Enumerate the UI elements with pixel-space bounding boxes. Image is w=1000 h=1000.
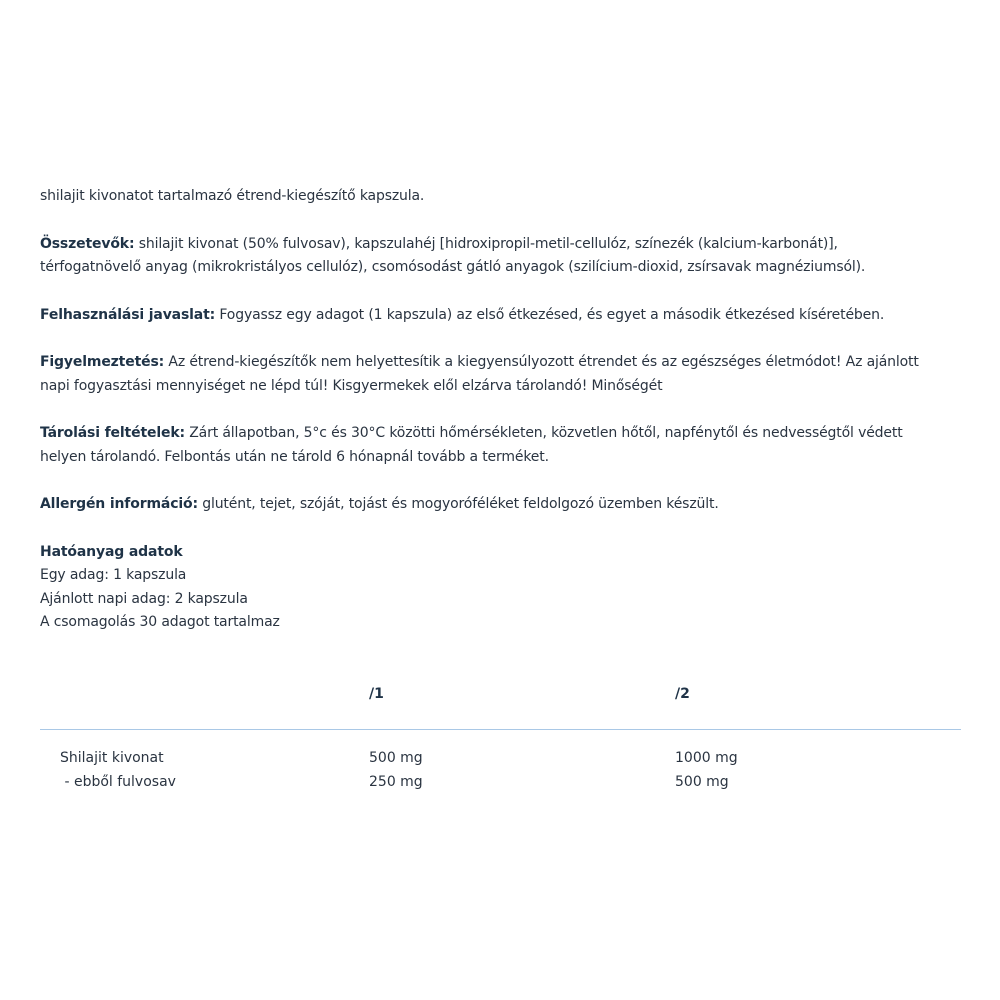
storage-line-1: Zárt állapotban, 5°c és 30°C közötti hőmérsékleten, közvetlen hőtől, napfénytől és nedvességtől védett xyxy=(184,425,903,441)
table-header-serving-1: /1 xyxy=(369,686,384,702)
table-cell-serving-1: 500 mg xyxy=(369,750,423,766)
active-daily: Ajánlott napi adag: 2 kapszula xyxy=(40,590,248,607)
allergen-text: glutént, tejet, szóját, tojást és mogyoróféléket feldolgozó üzemben készült. xyxy=(197,496,719,512)
table-body xyxy=(40,730,961,797)
table-cell-serving-2: 1000 mg xyxy=(675,750,738,766)
intro-line: shilajit kivonatot tartalmazó étrend-kiegészítő kapszula. xyxy=(40,188,425,204)
allergen-section xyxy=(40,493,970,517)
table-cell-name: Shilajit kivonat xyxy=(60,750,164,766)
table-cell-serving-2: 500 mg xyxy=(675,773,729,790)
storage-line-2: helyen tárolandó. Felbontás után ne tárold 6 hónapnál tovább a terméket. xyxy=(40,448,549,465)
usage-label: Felhasználási javaslat: xyxy=(40,306,216,323)
warning-label: Figyelmeztetés: xyxy=(40,354,165,370)
active-serving: Egy adag: 1 kapszula xyxy=(40,567,187,583)
ingredients-section xyxy=(40,233,970,280)
table-cell-name: - ebből fulvosav xyxy=(60,773,176,790)
product-description xyxy=(40,185,970,659)
allergen-label: Allergén információ: xyxy=(40,496,198,512)
storage-label: Tárolási feltételek: xyxy=(40,425,185,441)
warning-line-2: napi fogyasztási mennyiséget ne lépd túl! Kisgyermekek elől elzárva tárolandó! Minőségét xyxy=(40,377,663,394)
table-header xyxy=(40,680,961,730)
table-row xyxy=(40,774,961,798)
table-header-serving-2: /2 xyxy=(675,686,690,702)
table-row xyxy=(40,750,961,774)
active-ingredients-section xyxy=(40,541,970,635)
storage-section xyxy=(40,422,970,469)
warning-line-1: Az étrend-kiegészítők nem helyettesítik a kiegyensúlyozott étrendet és az egészséges életmódot! Az ajánlott xyxy=(164,354,919,370)
active-heading: Hatóanyag adatok xyxy=(40,543,183,560)
usage-text: Fogyassz egy adagot (1 kapszula) az első étkezésed, és egyet a második étkezésed kíséretében. xyxy=(215,306,885,323)
ingredients-label: Összetevők: xyxy=(40,235,135,252)
ingredients-line-1: shilajit kivonat (50% fulvosav), kapszulahéj [hidroxipropil-metil-cellulóz, színezék (kalcium-karbonát)], xyxy=(134,235,838,252)
table-cell-serving-1: 250 mg xyxy=(369,773,423,790)
intro-text xyxy=(40,185,970,209)
ingredients-line-2: térfogatnövelő anyag (mikrokristályos cellulóz), csomósodást gátló anyagok (szilícium-dioxid, zsírsavak magnéziumsól). xyxy=(40,259,866,275)
warning-section xyxy=(40,351,970,398)
nutrition-table xyxy=(40,680,961,797)
active-package: A csomagolás 30 adagot tartalmaz xyxy=(40,614,280,630)
usage-section xyxy=(40,304,970,328)
